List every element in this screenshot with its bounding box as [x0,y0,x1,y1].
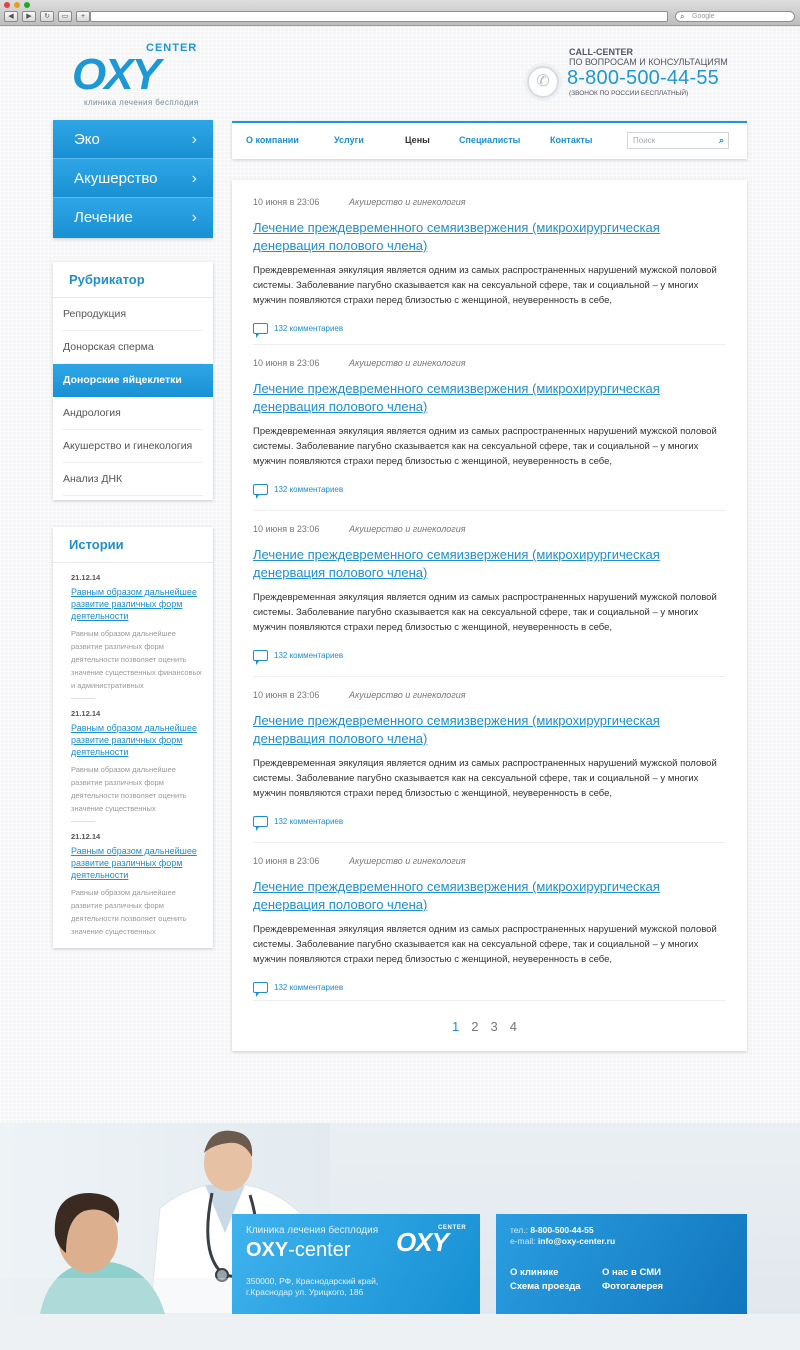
nav-contacts[interactable]: Контакты [550,135,593,145]
footer-phone-value[interactable]: 8-800-500-44-55 [530,1225,594,1235]
comments-count: 132 комментариев [274,324,344,333]
top-navigation [232,121,747,159]
main-menu-label: Акушерство [74,170,158,187]
article-meta [253,856,725,868]
article-date: 10 июня в 23:06 [253,197,320,207]
footer-address-line1: 350000, РФ, Краснодарский край, [246,1276,379,1286]
search-placeholder: Поиск [633,136,656,145]
article-comments-link[interactable] [253,484,725,496]
maximize-window-icon[interactable] [24,2,30,8]
comment-icon [253,650,268,661]
article-category[interactable]: Акушерство и гинекология [349,358,466,368]
rubrikator-panel [53,262,213,500]
footer [0,1123,800,1350]
minimize-window-icon[interactable] [14,2,20,8]
story-item [53,709,213,815]
story-date: 21.12.14 [71,832,101,841]
article [253,358,725,496]
rubrikator-item[interactable]: Донорская сперма [53,331,213,364]
footer-logo-center: CENTER [438,1225,467,1231]
article-comments-link[interactable] [253,816,725,828]
article [253,524,725,662]
footer-address [246,1276,378,1298]
article-comments-link[interactable] [253,650,725,662]
article-excerpt: Преждевременная эякуляция является одним из самых распространенных нарушений мужской половой системы. Заболевание пагубно сказывается как на сексуальной сфере, так и социальной – у многих мужчин появляются страхи перед близостью с женщиной, неуверенность в себе, [253,592,717,633]
reload-icon[interactable]: ↻ [40,11,54,22]
browser-search-field[interactable] [675,11,795,22]
footer-link-gallery[interactable]: Фотогалерея [602,1281,664,1292]
footer-clinic-label: Клиника лечения бесплодия [246,1225,379,1236]
article-date: 10 июня в 23:06 [253,358,320,368]
rubrikator-item[interactable]: Акушерство и гинекология [53,430,213,463]
article-comments-link[interactable] [253,323,725,335]
comment-icon [253,982,268,993]
story-item [53,832,213,938]
footer-brand-card [232,1214,480,1314]
story-text: Равным образом дальнейшее развитие различных форм деятельности позволяет оценить значение существенных финансовых и административных [71,629,202,690]
comments-count: 132 комментариев [274,983,344,992]
story-divider [71,821,95,822]
nav-prices[interactable]: Цены [405,135,430,145]
pagination [452,1019,517,1034]
article-excerpt: Преждевременная эякуляция является одним из самых распространенных нарушений мужской половой системы. Заболевание пагубно сказывается как на сексуальной сфере, так и социальной – у многих мужчин появляются страхи перед близостью с женщиной, неуверенность в себе, [253,758,717,799]
chevron-right-icon: › [191,170,197,187]
article-meta [253,524,725,536]
rubrikator-title: Рубрикатор [53,262,213,298]
footer-logo[interactable] [396,1225,472,1259]
logo-center-text: CENTER [146,42,198,54]
article-meta [253,358,725,370]
article-title-link[interactable]: Лечение преждевременного семяизвержения (микрохирургическая денервация полового члена) [253,547,660,580]
main-menu-label: Эко [74,131,100,148]
footer-logo-wordmark: OXY [396,1227,448,1257]
article-title-link[interactable]: Лечение преждевременного семяизвержения (микрохирургическая денервация полового члена) [253,381,660,414]
rubrikator-item[interactable]: Анализ ДНК [53,463,213,496]
close-window-icon[interactable] [4,2,10,8]
rubrikator-item-active[interactable]: Донорские яйцеклетки [53,364,213,397]
footer-email [510,1236,615,1246]
footer-link-directions[interactable]: Схема проезда [510,1281,581,1292]
story-title-link[interactable]: Равным образом дальнейшее развитие различных форм деятельности [71,846,197,880]
article-meta [253,197,725,209]
chevron-right-icon: › [191,209,197,226]
phone-icon: ✆ [527,66,559,98]
callcenter-subtitle: ПО ВОПРОСАМ И КОНСУЛЬТАЦИЯМ [569,57,728,67]
page-link-4[interactable]: 4 [509,1019,517,1034]
new-tab-icon[interactable]: + [76,11,90,22]
footer-brand-name [246,1239,351,1262]
page-link-2[interactable]: 2 [471,1019,479,1034]
article-excerpt: Преждевременная эякуляция является одним из самых распространенных нарушений мужской половой системы. Заболевание пагубно сказывается как на сексуальной сфере, так и социальной – у многих мужчин появляются страхи перед близостью с женщиной, неуверенность в себе, [253,265,717,306]
article-excerpt: Преждевременная эякуляция является одним из самых распространенных нарушений мужской половой системы. Заболевание пагубно сказывается как на сексуальной сфере, так и социальной – у многих мужчин появляются страхи перед близостью с женщиной, неуверенность в себе, [253,426,717,467]
main-menu-item-obstetrics[interactable] [53,159,213,198]
forward-icon[interactable]: ▶ [22,11,36,22]
story-item [53,573,213,692]
comment-icon [253,816,268,827]
footer-contacts-card [496,1214,747,1314]
article-title-link[interactable]: Лечение преждевременного семяизвержения (микрохирургическая денервация полового члена) [253,879,660,912]
comment-icon [253,484,268,495]
stories-panel [53,527,213,948]
article-title-link[interactable]: Лечение преждевременного семяизвержения (микрохирургическая денервация полового члена) [253,713,660,746]
article-date: 10 июня в 23:06 [253,524,320,534]
logo-subtitle: клиника лечения бесплодия [84,98,199,107]
main-menu-item-treatment[interactable] [53,198,213,238]
footer-bottom-strip [0,1314,800,1350]
article-divider [253,676,725,677]
article-excerpt: Преждевременная эякуляция является одним из самых распространенных нарушений мужской половой системы. Заболевание пагубно сказывается как на сексуальной сфере, так и социальной – у многих мужчин появляются страхи перед близостью с женщиной, неуверенность в себе, [253,924,717,965]
footer-email-label: e-mail: [510,1236,536,1246]
article-divider [253,1000,725,1001]
article-divider [253,510,725,511]
bookmarks-icon[interactable]: ▭ [58,11,72,22]
footer-phone [510,1225,594,1235]
callcenter-phone[interactable]: 8-800-500-44-55 [567,67,719,89]
nav-specialists[interactable]: Специалисты [459,135,521,145]
callcenter-note: (ЗВОНОК ПО РОССИИ БЕСПЛАТНЫЙ) [569,90,689,97]
window-controls [4,2,30,8]
nav-about[interactable]: О компании [246,135,299,145]
article-date: 10 июня в 23:06 [253,690,320,700]
footer-link-media[interactable]: О нас в СМИ [602,1267,661,1278]
rubrikator-item[interactable]: Репродукция [53,298,213,331]
article-category[interactable]: Акушерство и гинекология [349,690,466,700]
footer-phone-label: тел.: [510,1225,528,1235]
article-category[interactable]: Акушерство и гинекология [349,524,466,534]
nav-services[interactable]: Услуги [334,135,364,145]
story-divider [71,698,95,699]
search-icon[interactable]: ⌕ [718,135,724,145]
browser-search-placeholder: Google [692,13,715,20]
article-category[interactable]: Акушерство и гинекология [349,197,466,207]
article-date: 10 июня в 23:06 [253,856,320,866]
address-bar[interactable] [90,11,668,22]
comments-count: 132 комментариев [274,485,344,494]
main-menu [53,120,213,238]
logo-wordmark: OXY [72,50,159,99]
rubrikator-list [53,298,213,496]
article-category[interactable]: Акушерство и гинекология [349,856,466,866]
search-icon: ⌕ [680,12,685,21]
callcenter-title: CALL-CENTER [569,47,633,57]
chevron-right-icon: › [191,131,197,148]
story-title-link[interactable]: Равным образом дальнейшее развитие различных форм деятельности [71,587,197,621]
site-logo[interactable] [70,40,199,112]
footer-brand-bold: OXY [246,1239,289,1261]
page-link-1[interactable]: 1 [452,1019,460,1034]
main-menu-label: Лечение [74,209,133,226]
story-text: Равным образом дальнейшее развитие различных форм деятельности позволяет оценить значение существенных [71,888,187,936]
page-link-3[interactable]: 3 [490,1019,498,1034]
article-divider [253,842,725,843]
story-date: 21.12.14 [71,709,101,718]
comments-count: 132 комментариев [274,817,344,826]
articles-panel [232,180,747,1051]
article-comments-link[interactable] [253,982,725,994]
rubrikator-item[interactable]: Андрология [53,397,213,430]
article-meta [253,690,725,702]
browser-chrome [0,0,800,26]
comments-count: 132 комментариев [274,651,344,660]
comment-icon [253,323,268,334]
story-date: 21.12.14 [71,573,101,582]
article [253,690,725,828]
story-text: Равным образом дальнейшее развитие различных форм деятельности позволяет оценить значение существенных [71,765,187,813]
search-input[interactable] [627,132,729,149]
stories-title: Истории [53,527,213,563]
article [253,856,725,994]
article-title-link[interactable]: Лечение преждевременного семяизвержения (микрохирургическая денервация полового члена) [253,220,660,253]
article-divider [253,344,725,345]
back-icon[interactable]: ◀ [4,11,18,22]
footer-address-line2: г.Краснодар ул. Урицкого, 186 [246,1287,364,1297]
footer-brand-rest: -center [288,1239,351,1261]
footer-link-about[interactable]: О клинике [510,1267,559,1278]
main-menu-item-eko[interactable] [53,120,213,159]
article [253,197,725,335]
story-title-link[interactable]: Равным образом дальнейшее развитие различных форм деятельности [71,723,197,757]
browser-nav-buttons [4,11,90,22]
footer-email-value[interactable]: info@oxy-center.ru [537,1236,616,1246]
